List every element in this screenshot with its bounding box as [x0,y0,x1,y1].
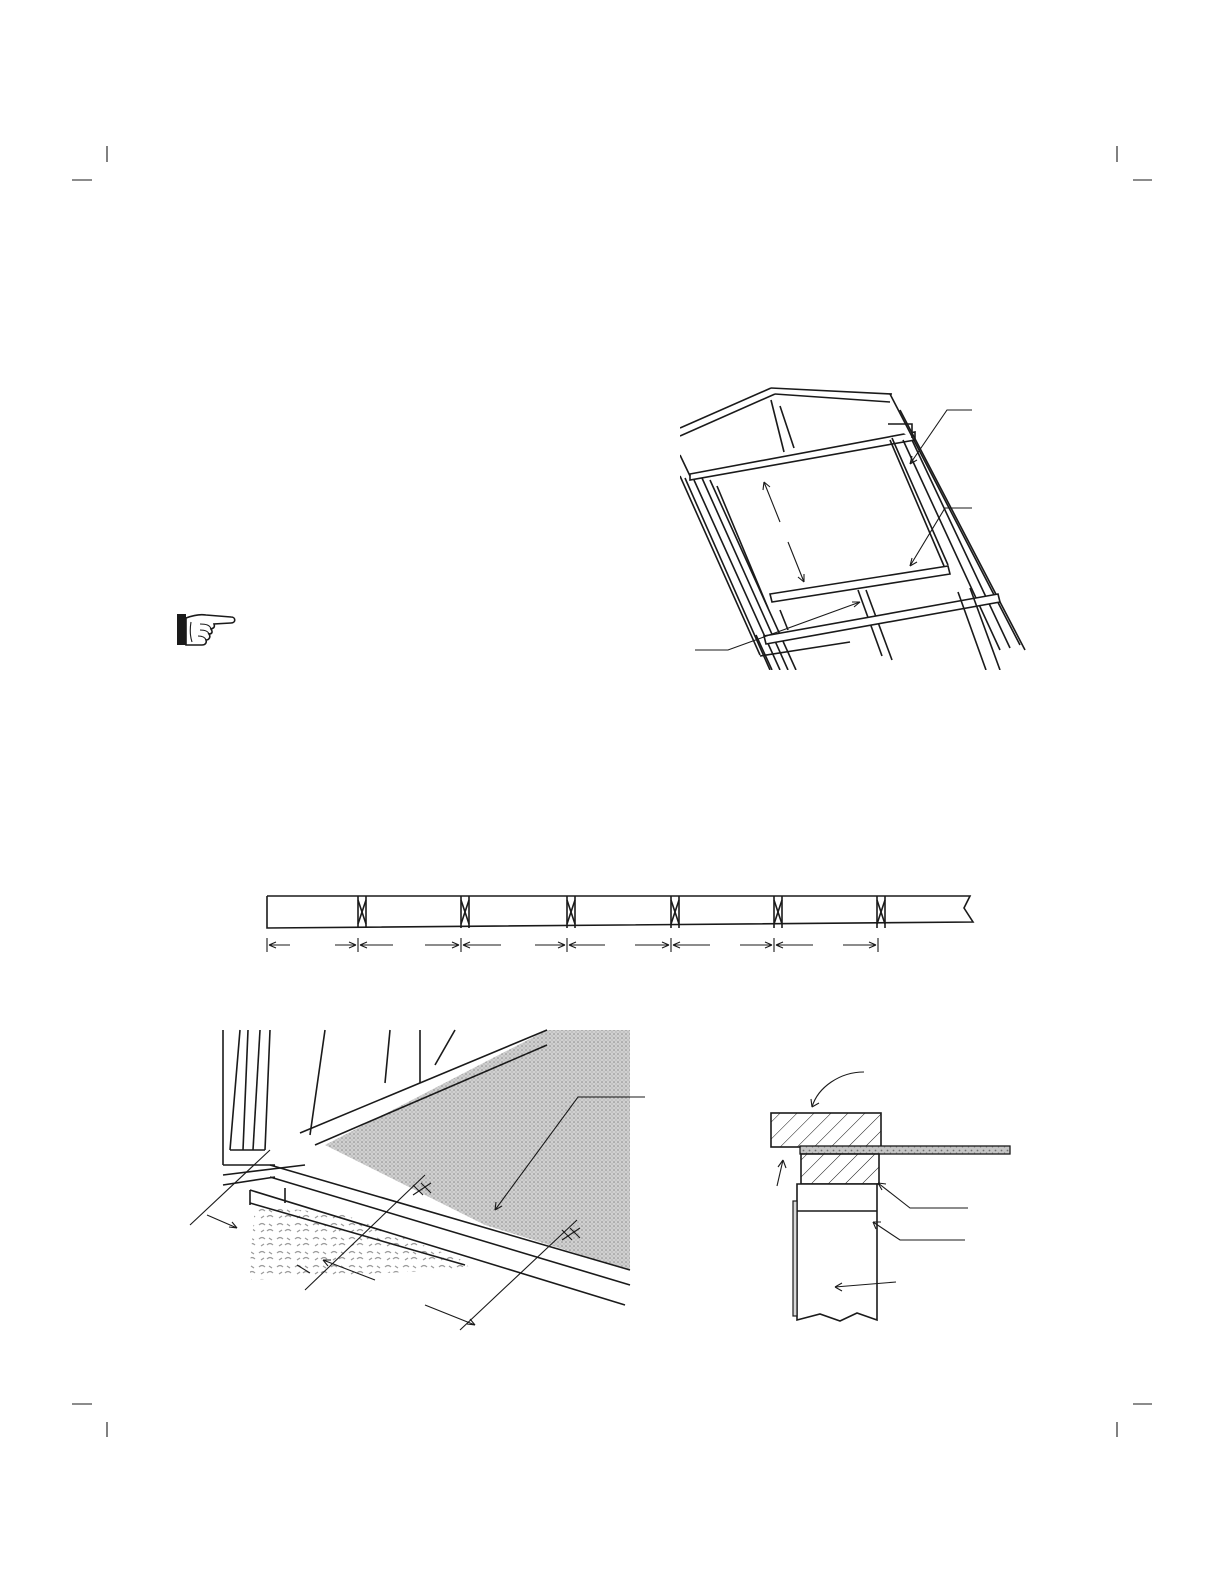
stud [797,1184,877,1321]
floor-framing-diagram [680,380,1040,670]
spacing-arrow [269,938,358,952]
spacing-arrow [673,938,774,952]
sheathing-board [800,1146,1010,1154]
spacing-arrow [463,938,567,952]
layout-mark [671,896,679,928]
pointing-hand-icon [176,612,240,652]
lower-plate [801,1154,879,1184]
layout-mark [567,896,575,928]
stud-layout-strip [260,888,990,968]
top-plate [771,1113,881,1147]
layout-mark [461,896,469,928]
siding-strip [793,1201,797,1316]
sheathing-section-detail [760,1065,1030,1325]
spacing-arrow [569,938,671,952]
fill-area [250,1205,475,1280]
wall-sheathing-corner-diagram [185,1025,645,1345]
spacing-arrow [360,938,461,952]
cuff-rect [177,614,186,645]
spacing-arrows [267,938,878,952]
layout-mark [358,896,366,928]
spacing-arrow [776,942,876,948]
